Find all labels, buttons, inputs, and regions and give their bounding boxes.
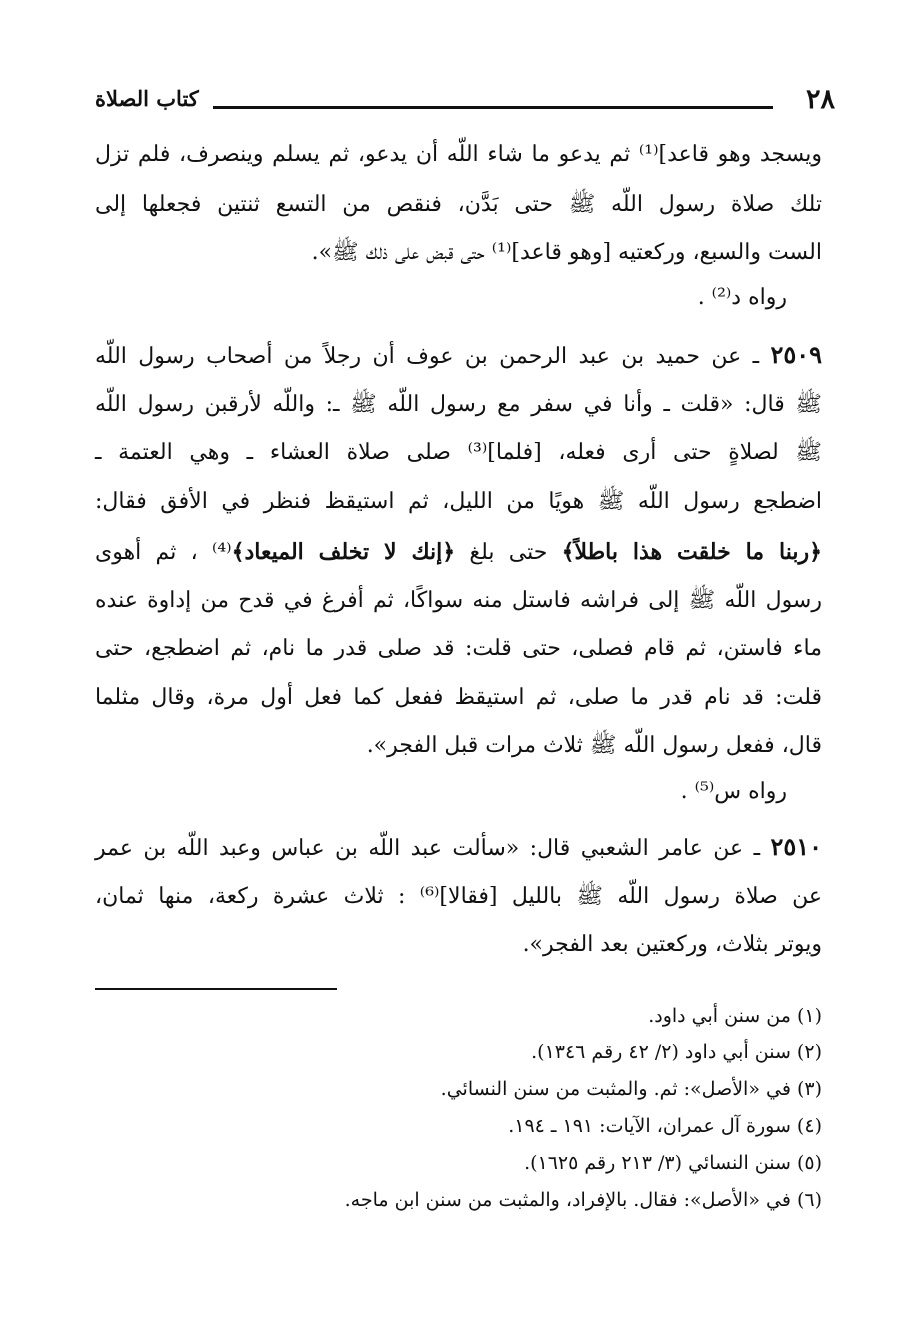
footnote-1: (١) من سنن أبي داود. [648, 1005, 822, 1027]
riwaya-line: رواه س⁽⁵⁾ . [680, 779, 787, 804]
text-line: ﷺ قال: «قلت ـ وأنا في سفر مع رسول اللّه ﷺ ـ: واللّه لأرقبن رسول اللّه [95, 392, 822, 417]
footnote-2: (٢) سنن أبي داود (٢/ ٤٢ رقم ١٣٤٦). [531, 1041, 822, 1063]
text-line: الست والسبع، وركعتيه [وهو قاعد]⁽¹⁾ حتى قبض على ذلك ﷺ». [311, 240, 822, 265]
hadith-number: ٢٥١٠ [770, 832, 822, 861]
page-number: ٢٨ [805, 84, 835, 115]
text-line: اضطجع رسول اللّه ﷺ هويًا من الليل، ثم استيقظ فنظر في الأفق فقال: [95, 489, 822, 514]
footnote-6: (٦) في «الأصل»: فقال. بالإفراد، والمثبت من سنن ابن ماجه. [344, 1189, 822, 1211]
text-span: حتى بلغ [455, 540, 562, 565]
text-line: قال، ففعل رسول اللّه ﷺ ثلاث مرات قبل الفجر». [366, 733, 822, 758]
header-rule [213, 106, 773, 109]
text-line: عن صلاة رسول اللّه ﷺ بالليل [فقالا]⁽⁶⁾ : ثلاث عشرة ركعة، منها ثمان، [95, 884, 823, 909]
text-line: تلك صلاة رسول اللّه ﷺ حتى بَدَّن، فنقص من التسع ثنتين فجعلها إلى [95, 192, 822, 217]
book-title: كتاب الصلاة [95, 86, 199, 111]
quran-line [95, 527, 822, 578]
text-line: ﷺ لصلاةٍ حتى أرى فعله، [فلما]⁽³⁾ صلى صلاة العشاء ـ وهي العتمة ـ [95, 440, 822, 465]
text-line: ماء فاستن، ثم قام فصلى، حتى قلت: قد صلى قدر ما نام، ثم اضطجع، حتى [95, 636, 822, 661]
hadith-2509-first-line [95, 330, 822, 382]
text-span: ⁽⁴⁾ ، ثم أهوى [95, 540, 232, 565]
text-line: رسول اللّه ﷺ إلى فراشه فاستل منه سواكًا، ثم أفرغ في قدح من إداوة عنده [95, 588, 822, 613]
text-line: ويسجد وهو قاعد]⁽¹⁾ ثم يدعو ما شاء اللّه أن يدعو، ثم يسلم وينصرف، فلم تزل [95, 142, 822, 167]
footnote-3: (٣) في «الأصل»: ثم. والمثبت من سنن النسائي. [440, 1078, 822, 1100]
page-header [95, 84, 835, 124]
hadith-text: ـ عن حميد بن عبد الرحمن بن عوف أن رجلاً من أصحاب رسول اللّه [95, 344, 771, 369]
hadith-text: ـ عن عامر الشعبي قال: «سألت عبد اللّه بن عباس وعبد اللّه بن عمر [95, 836, 771, 861]
riwaya-line: رواه د⁽²⁾ . [697, 285, 787, 310]
footnote-5: (٥) سنن النسائي (٣/ ٢١٣ رقم ١٦٢٥). [524, 1152, 822, 1174]
text-line: ويوتر بثلاث، وركعتين بعد الفجر». [522, 932, 822, 957]
quran-verse: ﴿إنك لا تخلف الميعاد﴾ [231, 539, 456, 565]
text-line: قلت: قد نام قدر ما صلى، ثم استيقظ ففعل كما فعل أول مرة، وقال مثلما [95, 685, 822, 710]
hadith-2510-first-line [95, 822, 822, 874]
footnote-separator [95, 988, 337, 990]
footnote-4: (٤) سورة آل عمران، الآيات: ١٩١ ـ ١٩٤. [508, 1115, 822, 1137]
hadith-number: ٢٥٠٩ [770, 340, 822, 369]
quran-verse: ﴿ربنا ما خلقت هذا باطلاً﴾ [561, 539, 822, 565]
